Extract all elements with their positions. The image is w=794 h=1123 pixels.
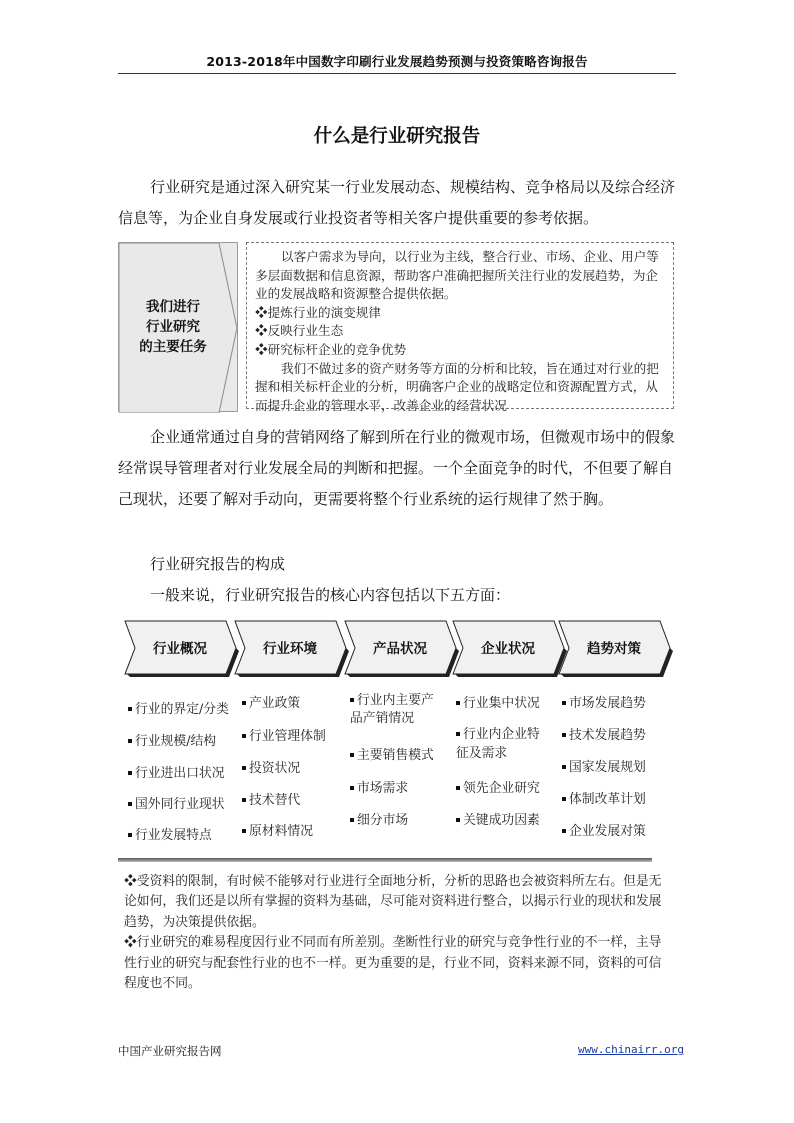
note-paragraph: ❖行业研究的难易程度因行业不同而有所差别。垄断性行业的研究与竞争性行业的不一样，主导性行业的研究与配套性行业的也不一样。更为重要的是，行业不同，资料来源不同，资料的可信程度也不同。 — [124, 935, 662, 992]
chevron-structure-4 — [450, 618, 566, 676]
task-label — [119, 297, 227, 357]
chevron-title: 产品状况 — [373, 641, 427, 657]
chevron-title: 企业状况 — [481, 641, 535, 657]
list-item: 技术替代 — [242, 789, 300, 808]
chevron-title: 行业概况 — [153, 641, 207, 657]
list-item: 行业内企业特征及需求 — [456, 727, 540, 761]
task-label-line: 行业研究 — [146, 319, 200, 335]
task-bullet: ❖研究标杆企业的竞争优势 — [255, 341, 407, 357]
section-heading: 行业研究报告的构成 — [150, 555, 286, 573]
list-item: 行业集中状况 — [456, 692, 540, 711]
chevron-structure-1 — [122, 618, 238, 676]
task-bullet: ❖反映行业生态 — [255, 323, 344, 339]
page-header-title: 2013-2018年中国数字印刷行业发展趋势预测与投资策略咨询报告 — [206, 54, 588, 69]
list-item: 行业进出口状况 — [128, 762, 225, 781]
list-item: 体制改革计划 — [562, 788, 646, 807]
task-closing: 我们不做过多的资产财务等方面的分析和比较，旨在通过对行业的把握和相关标杆企业的分析，明确客户企业的战略定位和资源配置方式，从而提升企业的管理水平，改善企业的经营状况 — [255, 360, 659, 413]
list-item: 行业的界定/分类 — [128, 698, 229, 717]
footer-site-name: 中国产业研究报告网 — [118, 1044, 222, 1058]
list-item: 投资状况 — [242, 757, 300, 776]
list-item: 关键成功因素 — [456, 809, 540, 828]
chevron-structure-3 — [342, 618, 458, 676]
list-item: 领先企业研究 — [456, 777, 540, 796]
task-description-box — [246, 242, 674, 413]
chevron-title: 趋势对策 — [587, 641, 641, 657]
body-paragraph: 企业通常通过自身的营销网络了解到所在行业的微观市场，但微观市场中的假象经常误导管理者对行业发展全局的判断和把握。一个全面竞争的时代，不但要了解自己现状，还要了解对手动向，更需要将整个行业系统的运行规律了然于胸。 — [118, 428, 676, 508]
task-label-box — [118, 242, 238, 412]
list-item: 产业政策 — [242, 692, 300, 711]
list-item: 技术发展趋势 — [562, 724, 646, 743]
notes-block — [124, 872, 664, 994]
list-item: 国家发展规划 — [562, 756, 646, 775]
intro-paragraph: 行业研究是通过深入研究某一行业发展动态、规模结构、竞争格局以及综合经济信息等，为企业自身发展或行业投资者等相关客户提供重要的参考依据。 — [118, 178, 676, 227]
chevron-structure-5 — [556, 618, 672, 676]
chevron-structure-2 — [232, 618, 348, 676]
chevron-title: 行业环境 — [263, 641, 317, 657]
list-item: 企业发展对策 — [562, 820, 646, 839]
list-item: 行业发展特点 — [128, 824, 212, 843]
header-rule — [118, 73, 676, 74]
section-divider — [118, 858, 652, 862]
task-label-line: 的主要任务 — [139, 339, 207, 355]
list-item: 行业规模/结构 — [128, 730, 216, 749]
note-paragraph: ❖受资料的限制，有时候不能够对行业进行全面地分析，分析的思路也会被资料所左右。但是无论如何，我们还是以所有掌握的资料为基础，尽可能对资料进行整合，以揭示行业的现状和发展趋势，为决策提供依据。 — [124, 874, 662, 930]
list-item: 市场发展趋势 — [562, 692, 646, 711]
page-title: 什么是行业研究报告 — [313, 126, 481, 147]
task-description: 以客户需求为导向，以行业为主线，整合行业、市场、企业、用户等多层面数据和信息资源，帮助客户准确把握所关注行业的发展趋势，为企业的发展战略和资源整合提供依据。 — [255, 249, 659, 302]
list-item: 行业管理体制 — [242, 725, 326, 744]
list-item: 国外同行业现状 — [128, 793, 225, 812]
list-item: 原材料情况 — [242, 820, 313, 839]
list-item: 主要销售模式 — [350, 744, 434, 763]
task-bullet: ❖提炼行业的演变规律 — [255, 304, 381, 320]
footer-link[interactable]: www.chinairr.org — [578, 1043, 684, 1056]
list-item: 细分市场 — [350, 809, 408, 828]
list-item: 市场需求 — [350, 777, 408, 796]
section-intro: 一般来说，行业研究报告的核心内容包括以下五方面： — [150, 586, 511, 604]
list-item: 行业内主要产品产销情况 — [350, 693, 434, 726]
task-label-line: 我们进行 — [146, 299, 200, 315]
